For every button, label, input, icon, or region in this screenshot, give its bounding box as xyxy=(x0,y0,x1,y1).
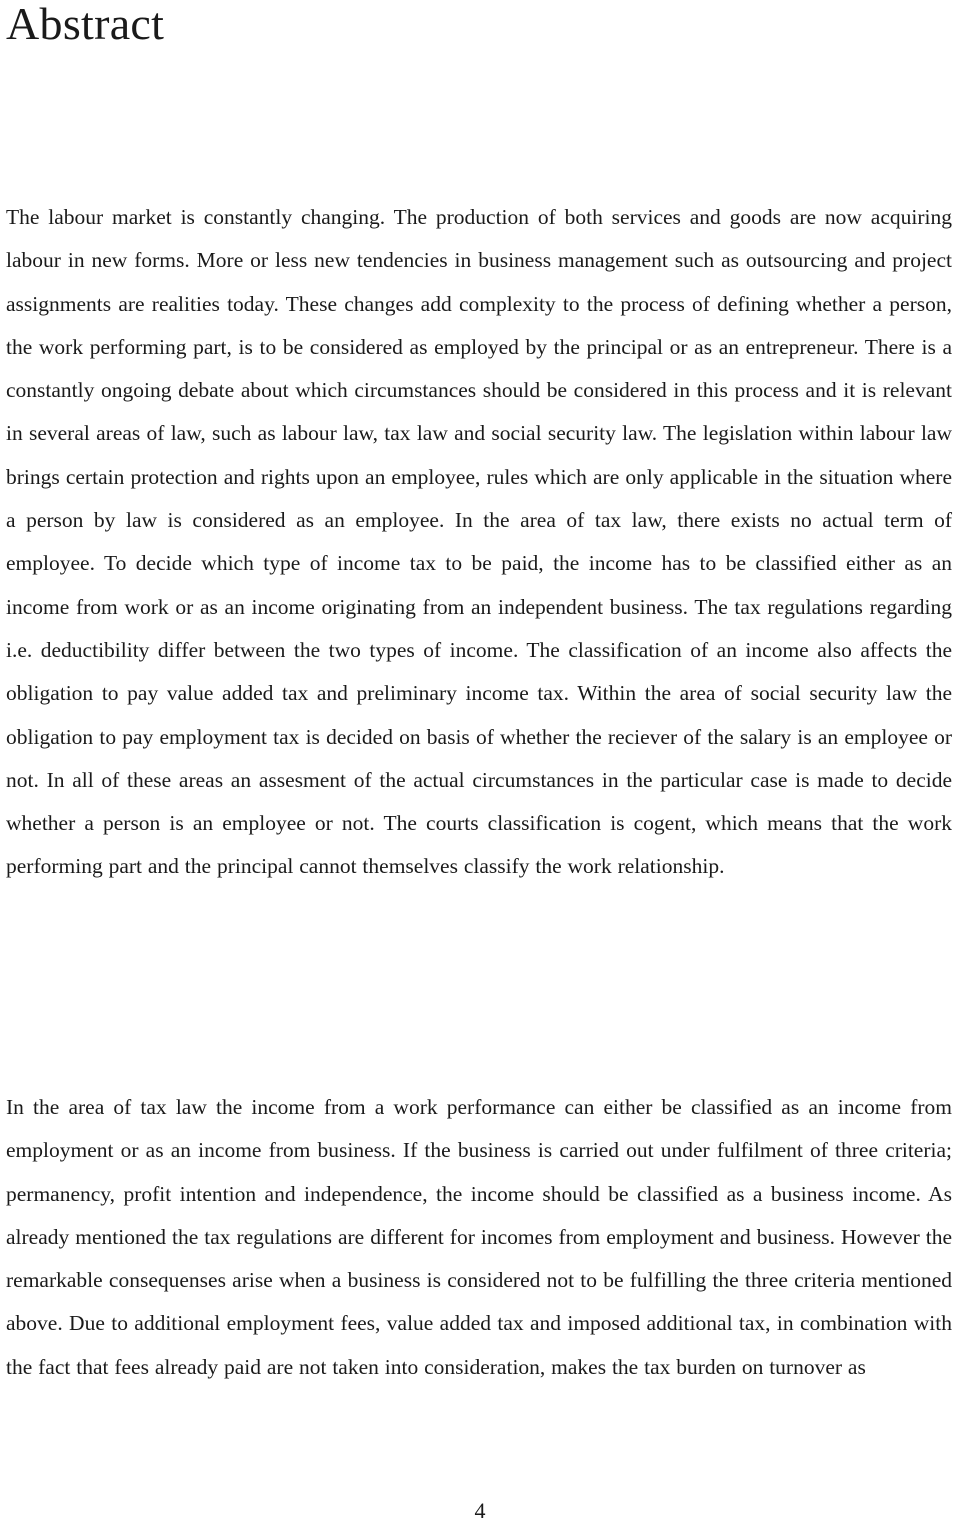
page-heading: Abstract xyxy=(6,0,165,49)
abstract-paragraph-1: The labour market is constantly changing. The production of both services and goods are now acquiring labour in new forms. More or less new tendencies in business management such as outsourcing and project assignments are realities today. These changes add complexity to the process of defining whether a person, the work performing part, is to be considered as employed by the principal or as an entrepreneur. There is a constantly ongoing debate about which circumstances should be considered in this process and it is relevant in several areas of law, such as labour law, tax law and social security law. The legislation within labour law brings certain protection and rights upon an employee, rules which are only applicable in the situation where a person by law is considered as an employee. In the area of tax law, there exists no actual term of employee. To decide which type of income tax to be paid, the income has to be classified either as an income from work or as an income originating from an independent business. The tax regulations regarding i.e. deductibility differ between the two types of income. The classification of an income also affects the obligation to pay value added tax and preliminary income tax. Within the area of social security law the obligation to pay employment tax is decided on basis of whether the reciever of the salary is an employee or not. In all of these areas an assesment of the actual circumstances in the particular case is made to decide whether a person is an employee or not. The courts classification is cogent, which means that the work performing part and the principal cannot themselves classify the work relationship. xyxy=(6,205,952,879)
page-number: 4 xyxy=(474,1498,486,1523)
abstract-paragraph-2: In the area of tax law the income from a work performance can either be classified as an income from employment or as an income from business. If the business is carried out under fulfilment of three criteria; permanency, profit intention and independence, the income should be classified as a business income. As already mentioned the tax regulations are different for incomes from employment and business. However the remarkable consequenses arise when a business is considered not to be fulfilling the three criteria mentioned above. Due to additional employment fees, value added tax and imposed additional tax, in combination with the fact that fees already paid are not taken into consideration, makes the tax burden on turnover as xyxy=(6,1095,952,1379)
